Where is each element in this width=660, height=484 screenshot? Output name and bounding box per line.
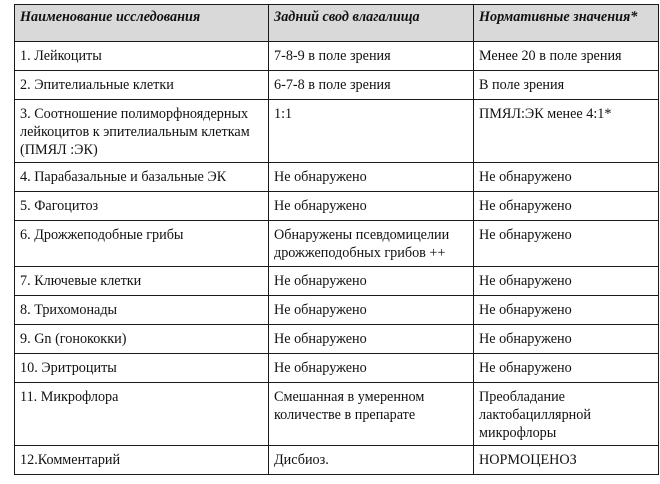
test-value-cell: Смешанная в умеренном количестве в препарате — [269, 383, 474, 446]
test-value-cell: 1:1 — [269, 100, 474, 163]
table-row — [15, 325, 659, 354]
test-name-cell: 8. Трихомонады — [15, 296, 269, 325]
test-name-cell: 2. Эпителиальные клетки — [15, 71, 269, 100]
test-name-cell: 6. Дрожжеподобные грибы — [15, 221, 269, 267]
test-name-cell: 4. Парабазальные и базальные ЭК — [15, 163, 269, 192]
test-value-cell: 7-8-9 в поле зрения — [269, 42, 474, 71]
test-norm-cell: Не обнаружено — [474, 221, 659, 267]
test-name-cell: 7. Ключевые клетки — [15, 267, 269, 296]
test-value-cell: 6-7-8 в поле зрения — [269, 71, 474, 100]
test-value-cell: Не обнаружено — [269, 192, 474, 221]
header-location: Задний свод влагалища — [269, 5, 474, 42]
test-value-cell: Не обнаружено — [269, 325, 474, 354]
test-norm-cell: Не обнаружено — [474, 325, 659, 354]
table-row — [15, 100, 659, 163]
table-row — [15, 71, 659, 100]
table-row — [15, 296, 659, 325]
table-row — [15, 383, 659, 446]
test-name-cell: 9. Gn (гонококки) — [15, 325, 269, 354]
test-value-cell: Не обнаружено — [269, 163, 474, 192]
test-norm-cell: Менее 20 в поле зрения — [474, 42, 659, 71]
test-value-cell: Не обнаружено — [269, 267, 474, 296]
table-header-row — [15, 5, 659, 42]
test-name-cell: 10. Эритроциты — [15, 354, 269, 383]
test-norm-cell: В поле зрения — [474, 71, 659, 100]
test-norm-cell: ПМЯЛ:ЭК менее 4:1* — [474, 100, 659, 163]
results-table — [14, 4, 659, 475]
test-norm-cell: Не обнаружено — [474, 296, 659, 325]
table-row — [15, 42, 659, 71]
table-row — [15, 446, 659, 475]
test-norm-cell: Преобладание лактобациллярной микрофлоры — [474, 383, 659, 446]
test-norm-cell: Не обнаружено — [474, 192, 659, 221]
table-row — [15, 354, 659, 383]
test-norm-cell: НОРМОЦЕНОЗ — [474, 446, 659, 475]
test-value-cell: Не обнаружено — [269, 296, 474, 325]
test-value-cell: Не обнаружено — [269, 354, 474, 383]
table-row — [15, 221, 659, 267]
table-row — [15, 267, 659, 296]
test-name-cell: 3. Соотношение полиморфноядерных лейкоцитов к эпителиальным клеткам (ПМЯЛ :ЭК) — [15, 100, 269, 163]
test-name-cell: 11. Микрофлора — [15, 383, 269, 446]
test-norm-cell: Не обнаружено — [474, 354, 659, 383]
header-test-name: Наименование исследования — [15, 5, 269, 42]
test-value-cell: Обнаружены псевдомицелии дрожжеподобных грибов ++ — [269, 221, 474, 267]
header-norm: Нормативные значения* — [474, 5, 659, 42]
table-row — [15, 192, 659, 221]
table-row — [15, 163, 659, 192]
test-value-cell: Дисбиоз. — [269, 446, 474, 475]
test-norm-cell: Не обнаружено — [474, 163, 659, 192]
test-name-cell: 12.Комментарий — [15, 446, 269, 475]
test-norm-cell: Не обнаружено — [474, 267, 659, 296]
test-name-cell: 1. Лейкоциты — [15, 42, 269, 71]
test-name-cell: 5. Фагоцитоз — [15, 192, 269, 221]
